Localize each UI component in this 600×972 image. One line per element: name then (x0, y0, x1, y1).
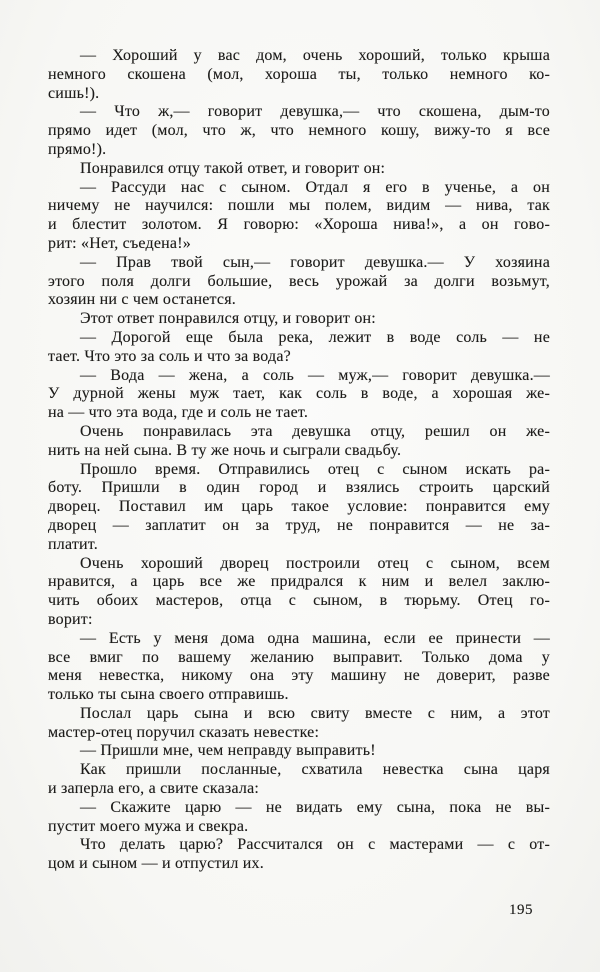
text-line: — Дорогой еще была река, лежит в воде соль — не (80, 328, 550, 346)
text-line: меня невестка, никому она эту машину не доверит, разве (48, 667, 550, 685)
text-line: Очень хороший дворец построили отец с сыном, всем (80, 554, 550, 572)
text-line: мастер-отец поручил сказать невестке: (48, 723, 320, 741)
text-block (48, 47, 550, 874)
text-line: прямо!). (48, 140, 107, 158)
text-line: этого поля долги большие, весь урожай за долги возьмут, (48, 272, 550, 290)
text-line: — Есть у меня дома одна машина, если ее принести — (80, 629, 550, 647)
text-line: на — что эта вода, где и соль не тает. (48, 404, 309, 422)
text-line: все вмиг по вашему желанию выправит. Только дома у (48, 648, 550, 666)
text-line: рит: «Нет, съедена!» (48, 234, 191, 252)
text-line: Очень понравилась эта девушка отцу, решил он же- (80, 422, 550, 440)
text-line: дворец — заплатит он за труд, не понравится — не за- (48, 516, 550, 534)
text-line: цом и сыном — и отпустил их. (48, 855, 264, 873)
text-line: сишь!). (48, 84, 100, 102)
text-line: ворит: (48, 610, 93, 628)
text-line: дворец. Поставил им царь такое условие: понравится ему (48, 498, 550, 516)
text-line: только ты сына своего отправишь. (48, 686, 289, 704)
text-line: — Рассуди нас с сыном. Отдал я его в ученье, а он (80, 178, 550, 196)
text-line: хозяин ни с чем останется. (48, 291, 236, 309)
text-line: Как пришли посланные, схватила невестка сына царя (80, 761, 550, 779)
text-line: нить на ней сына. В ту же ночь и сыграли свадьбу. (48, 441, 402, 459)
text-line: — Хороший у вас дом, очень хороший, только крыша (80, 47, 550, 64)
text-line: — Скажите царю — не видать ему сына, пока не вы- (80, 798, 550, 816)
text-line: ничему не научился: пошли мы полем, видим — нива, так (48, 197, 550, 215)
text-line: Что делать царю? Рассчитался он с мастерами — с от- (80, 836, 550, 854)
text-line: Прошло время. Отправились отец с сыном искать ра- (80, 460, 550, 478)
text-line: — Прав твой сын,— говорит девушка.— У хозяина (80, 253, 550, 271)
text-line: боту. Пришли в один город и взялись строить царский (48, 479, 550, 497)
text-line: — Вода — жена, а соль — муж,— говорит девушка.— (80, 366, 550, 384)
text-line: У дурной жены муж тает, как соль в воде, а хорошая же- (48, 385, 550, 403)
text-line: Понравился отцу такой ответ, и говорит он: (80, 159, 386, 177)
text-line: чить обоих мастеров, отца с сыном, в тюрьму. Отец го- (48, 592, 550, 610)
text-line: — Что ж,— говорит девушка,— что скошена, дым-то (80, 103, 550, 121)
text-line: и заперла его, а свите сказала: (48, 780, 260, 798)
text-line: — Пришли мне, чем неправду выправить! (80, 742, 376, 760)
text-line: и блестит золотом. Я говорю: «Хороша нива!», а он гово- (48, 216, 550, 234)
text-line: прямо идет (мол, что ж, что немного кошу, вижу-то я все (48, 122, 550, 140)
text-line: Этот ответ понравился отцу, и говорит он: (80, 310, 376, 328)
text-line: Послал царь сына и всю свиту вместе с ним, а этот (80, 704, 550, 722)
page-number: 195 (509, 902, 533, 918)
text-line: нравится, а царь все же придрался к ним и велел заклю- (48, 573, 550, 591)
text-line: платит. (48, 535, 98, 553)
text-line: пустит моего мужа и свекра. (48, 817, 249, 835)
text-line: немного скошена (мол, хороша ты, только немного ко- (48, 65, 550, 83)
text-line: тает. Что это за соль и что за вода? (48, 347, 291, 365)
